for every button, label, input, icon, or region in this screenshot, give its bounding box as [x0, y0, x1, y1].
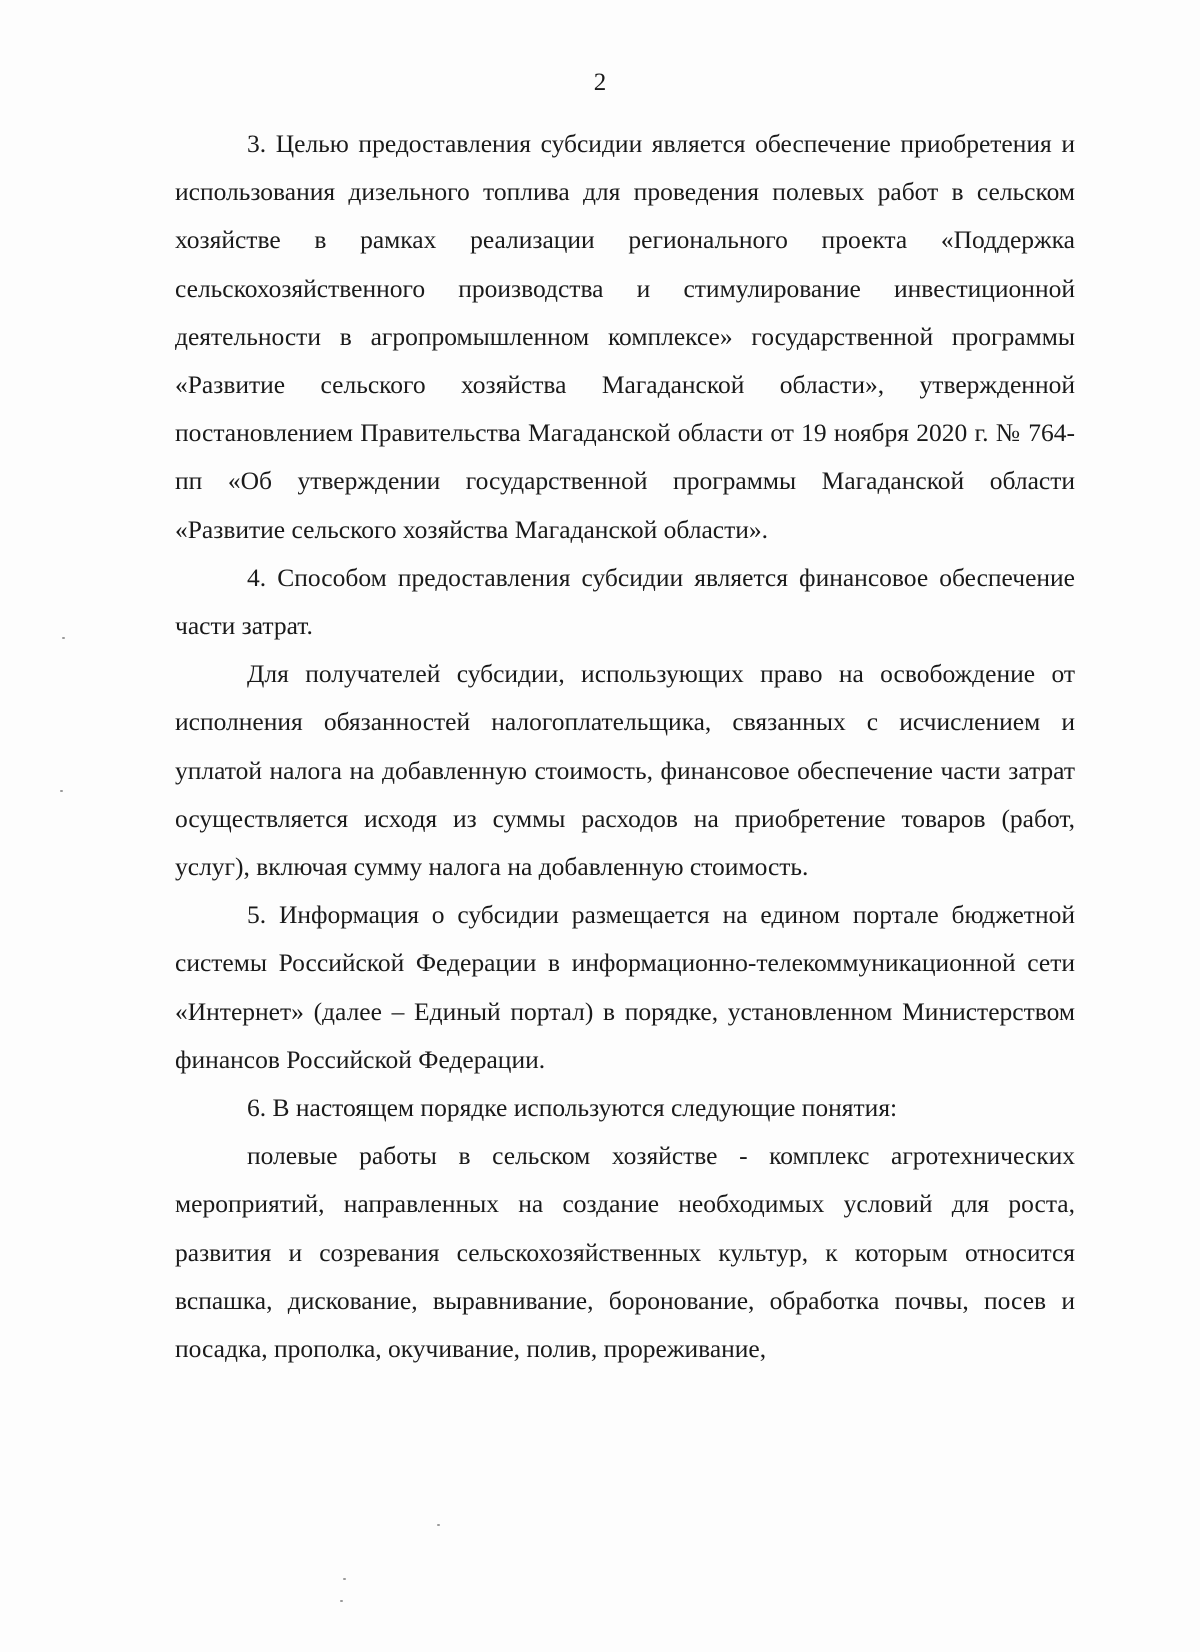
paragraph-5-information: 5. Информация о субсидии размещается на едином портале бюджетной системы Российской Федерации в информационно-телекоммуникационной сети «Интернет» (далее – Единый портал) в порядке, установленном Министерством финансов Российской Федерации.: [175, 900, 1075, 1074]
page-number: 2: [593, 69, 607, 96]
scan-speck: [340, 1600, 343, 1602]
paragraph-6-field-work-definition: полевые работы в сельском хозяйстве - комплекс агротехнических мероприятий, направленных на создание необходимых условий для роста, развития и созревания сельскохозяйственных культур, к которым относится вспашка, дискование, выравнивание, боронование, обработка почвы, посев и посадка, прополка, окучивание, полив, прореживание,: [175, 1141, 1075, 1364]
paragraph-3-purpose: 3. Целью предоставления субсидии является обеспечение приобретения и использования дизельного топлива для проведения полевых работ в сельском хозяйстве в рамках реализации регионального проекта «Поддержка сельскохозяйственного производства и стимулирование инвестиционной деятельности в агропромышленном комплексе» государственной программы «Развитие сельского хозяйства Магаданской области», утвержденной постановлением Правительства Магаданской области от 19 ноября 2020 г. № 764-пп «Об утверждении государственной программы Магаданской области «Развитие сельского хозяйства Магаданской области».: [175, 129, 1075, 544]
paragraph-4-vat: Для получателей субсидии, использующих право на освобождение от исполнения обязанностей налогоплательщика, связанных с исчислением и уплатой налога на добавленную стоимость, финансовое обеспечение части затрат осуществляется исходя из суммы расходов на приобретение товаров (работ, услуг), включая сумму налога на добавленную стоимость.: [175, 659, 1075, 882]
scan-speck: [437, 1524, 440, 1526]
scan-speck: [62, 637, 65, 639]
paragraph-6-concepts: 6. В настоящем порядке используются следующие понятия:: [247, 1093, 898, 1123]
scan-speck: [60, 790, 63, 792]
document-body: [175, 120, 1075, 1373]
paragraph-4-method: 4. Способом предоставления субсидии является финансовое обеспечение части затрат.: [175, 562, 1075, 641]
scan-speck: [343, 1578, 346, 1580]
